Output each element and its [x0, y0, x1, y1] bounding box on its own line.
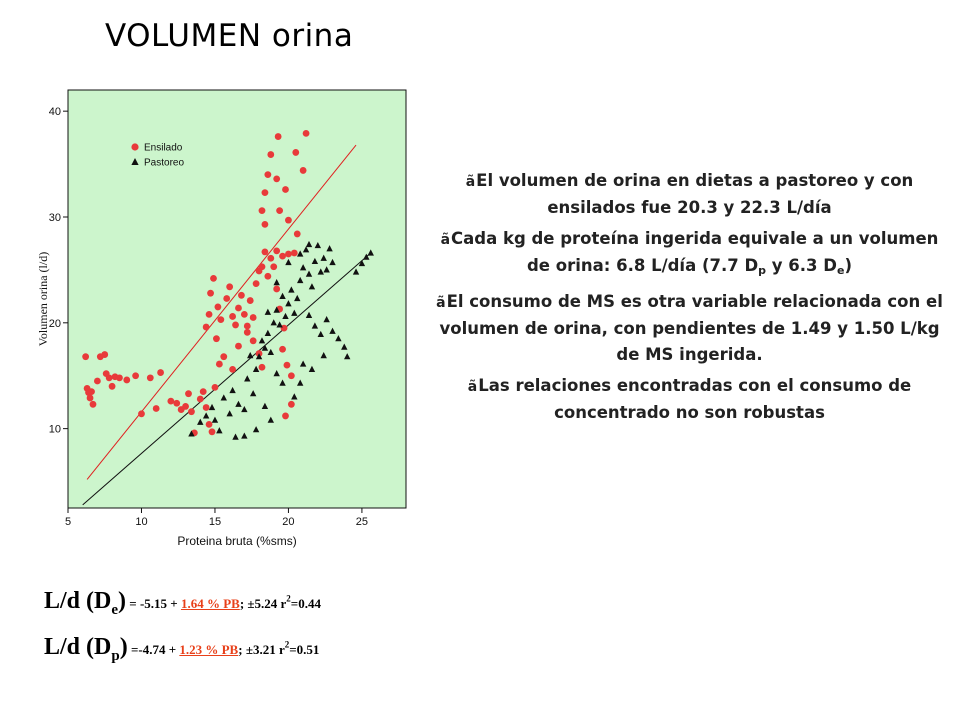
ensilado-point	[153, 405, 160, 412]
ensilado-point	[203, 404, 210, 411]
ensilado-point	[173, 400, 180, 407]
ensilado-point	[264, 171, 271, 178]
ensilado-point	[232, 322, 239, 329]
regression-equation-ensilado: L/d (De) = -5.15 + 1.64 % PB; ±5.24 $r^2=0.44$	[44, 588, 321, 618]
x-tick-label: 5	[64, 516, 72, 528]
ensilado-point	[300, 167, 307, 174]
ensilado-point	[82, 353, 89, 360]
bullet-item: ãEl consumo de MS es otra variable relacionada con el volumen de orina, con pendientes de 1.49 y 1.50 L/kg de MS ingerida.	[436, 292, 943, 364]
ensilado-point	[235, 305, 242, 312]
ensilado-point	[229, 313, 236, 320]
ensilado-point	[262, 221, 269, 228]
ensilado-point	[259, 207, 266, 214]
ensilado-point	[285, 251, 292, 258]
ensilado-point	[259, 364, 266, 371]
x-tick-label: 10	[135, 516, 148, 528]
ensilado-point	[273, 286, 280, 293]
bullet-item: ãEl volumen de orina en dietas a pastoreo y con ensilados fue 20.3 y 22.3 L/día	[465, 171, 914, 217]
ensilado-point	[200, 388, 207, 395]
ensilado-point	[217, 316, 224, 323]
legend-marker-ensilado	[131, 143, 138, 150]
ensilado-point	[270, 263, 277, 270]
y-tick-label: 40	[48, 106, 61, 119]
arrow-bullet-icon: ã	[440, 232, 451, 248]
plot-area	[68, 90, 406, 508]
ensilado-point	[213, 335, 220, 342]
ensilado-point	[157, 369, 164, 376]
y-axis-label: Volumen orina (l/d)	[36, 251, 50, 347]
y-tick-label: 10	[48, 423, 61, 436]
legend-label-ensilado: Ensilado	[144, 142, 183, 154]
ensilado-point	[210, 275, 217, 282]
ensilado-point	[250, 337, 257, 344]
legend-label-pastoreo: Pastoreo	[144, 157, 185, 169]
ensilado-point	[267, 151, 274, 158]
ensilado-point	[138, 410, 145, 417]
ensilado-point	[101, 351, 108, 358]
y-tick-label: 30	[48, 211, 61, 224]
ensilado-point	[262, 189, 269, 196]
ensilado-point	[292, 149, 299, 156]
ensilado-point	[147, 374, 154, 381]
bullet-list	[432, 168, 947, 431]
ensilado-point	[226, 283, 233, 290]
bullet-item: ãCada kg de proteína ingerida equivale a un volumen de orina: 6.8 L/día (7.7 $D_p$ y 6.3 $D_e$)	[440, 229, 939, 277]
ensilado-point	[282, 186, 289, 193]
arrow-bullet-icon: ã	[467, 379, 478, 395]
ensilado-point	[294, 231, 301, 238]
ensilado-point	[216, 361, 223, 368]
x-axis-label: Proteina bruta (%sms)	[177, 534, 297, 548]
ensilado-point	[267, 255, 274, 262]
x-tick-label: 25	[355, 516, 369, 528]
ensilado-point	[188, 408, 195, 415]
ensilado-point	[241, 311, 248, 318]
ensilado-point	[259, 263, 266, 270]
ensilado-point	[238, 292, 245, 299]
ensilado-point	[253, 280, 260, 287]
ensilado-point	[244, 323, 251, 330]
slope-term: 1.23 % PB	[179, 642, 239, 657]
bullet-item: ãLas relaciones encontradas con el consumo de concentrado no son robustas	[467, 376, 912, 422]
x-tick-label: 15	[208, 516, 222, 528]
ensilado-point	[288, 401, 295, 408]
arrow-bullet-icon: ã	[465, 174, 476, 190]
y-tick-label: 20	[48, 317, 61, 330]
regression-equation-pastoreo: L/d (Dp) =-4.74 + 1.23 % PB; ±3.21 $r^2=0.51$	[44, 634, 320, 664]
ensilado-point	[275, 133, 282, 140]
ensilado-point	[282, 413, 289, 420]
ensilado-point	[223, 295, 230, 302]
ensilado-point	[106, 374, 113, 381]
ensilado-point	[207, 290, 214, 297]
ensilado-point	[214, 304, 221, 311]
arrow-bullet-icon: ã	[436, 295, 446, 311]
ensilado-point	[94, 378, 101, 385]
ensilado-point	[250, 314, 257, 321]
ensilado-point	[229, 366, 236, 373]
ensilado-point	[291, 250, 298, 257]
x-tick-label: 20	[282, 516, 295, 528]
ensilado-point	[206, 421, 213, 428]
ensilado-point	[264, 273, 271, 280]
ensilado-point	[167, 398, 174, 405]
ensilado-point	[87, 395, 94, 402]
ensilado-point	[197, 396, 204, 403]
ensilado-point	[288, 372, 295, 379]
ensilado-point	[279, 253, 286, 260]
ensilado-point	[285, 217, 292, 224]
ensilado-point	[88, 388, 95, 395]
ensilado-point	[284, 362, 291, 369]
ensilado-point	[220, 353, 227, 360]
ensilado-point	[206, 311, 213, 318]
ensilado-point	[116, 374, 123, 381]
ensilado-point	[212, 384, 219, 391]
ensilado-point	[185, 390, 192, 397]
ensilado-point	[303, 130, 310, 137]
ensilado-point	[262, 249, 269, 256]
ensilado-point	[276, 207, 283, 214]
ensilado-point	[90, 401, 97, 408]
ensilado-point	[273, 175, 280, 182]
ensilado-point	[235, 343, 242, 350]
ensilado-point	[247, 297, 254, 304]
ensilado-point	[273, 247, 280, 254]
ensilado-point	[123, 377, 130, 384]
slide-title: VOLUMEN orina	[105, 18, 354, 54]
ensilado-point	[109, 383, 116, 390]
ensilado-point	[203, 324, 210, 331]
ensilado-point	[182, 403, 189, 410]
slope-term: 1.64 % PB	[180, 596, 240, 611]
ensilado-point	[209, 428, 216, 435]
ensilado-point	[244, 329, 251, 336]
ensilado-point	[132, 372, 139, 379]
ensilado-point	[279, 346, 286, 353]
